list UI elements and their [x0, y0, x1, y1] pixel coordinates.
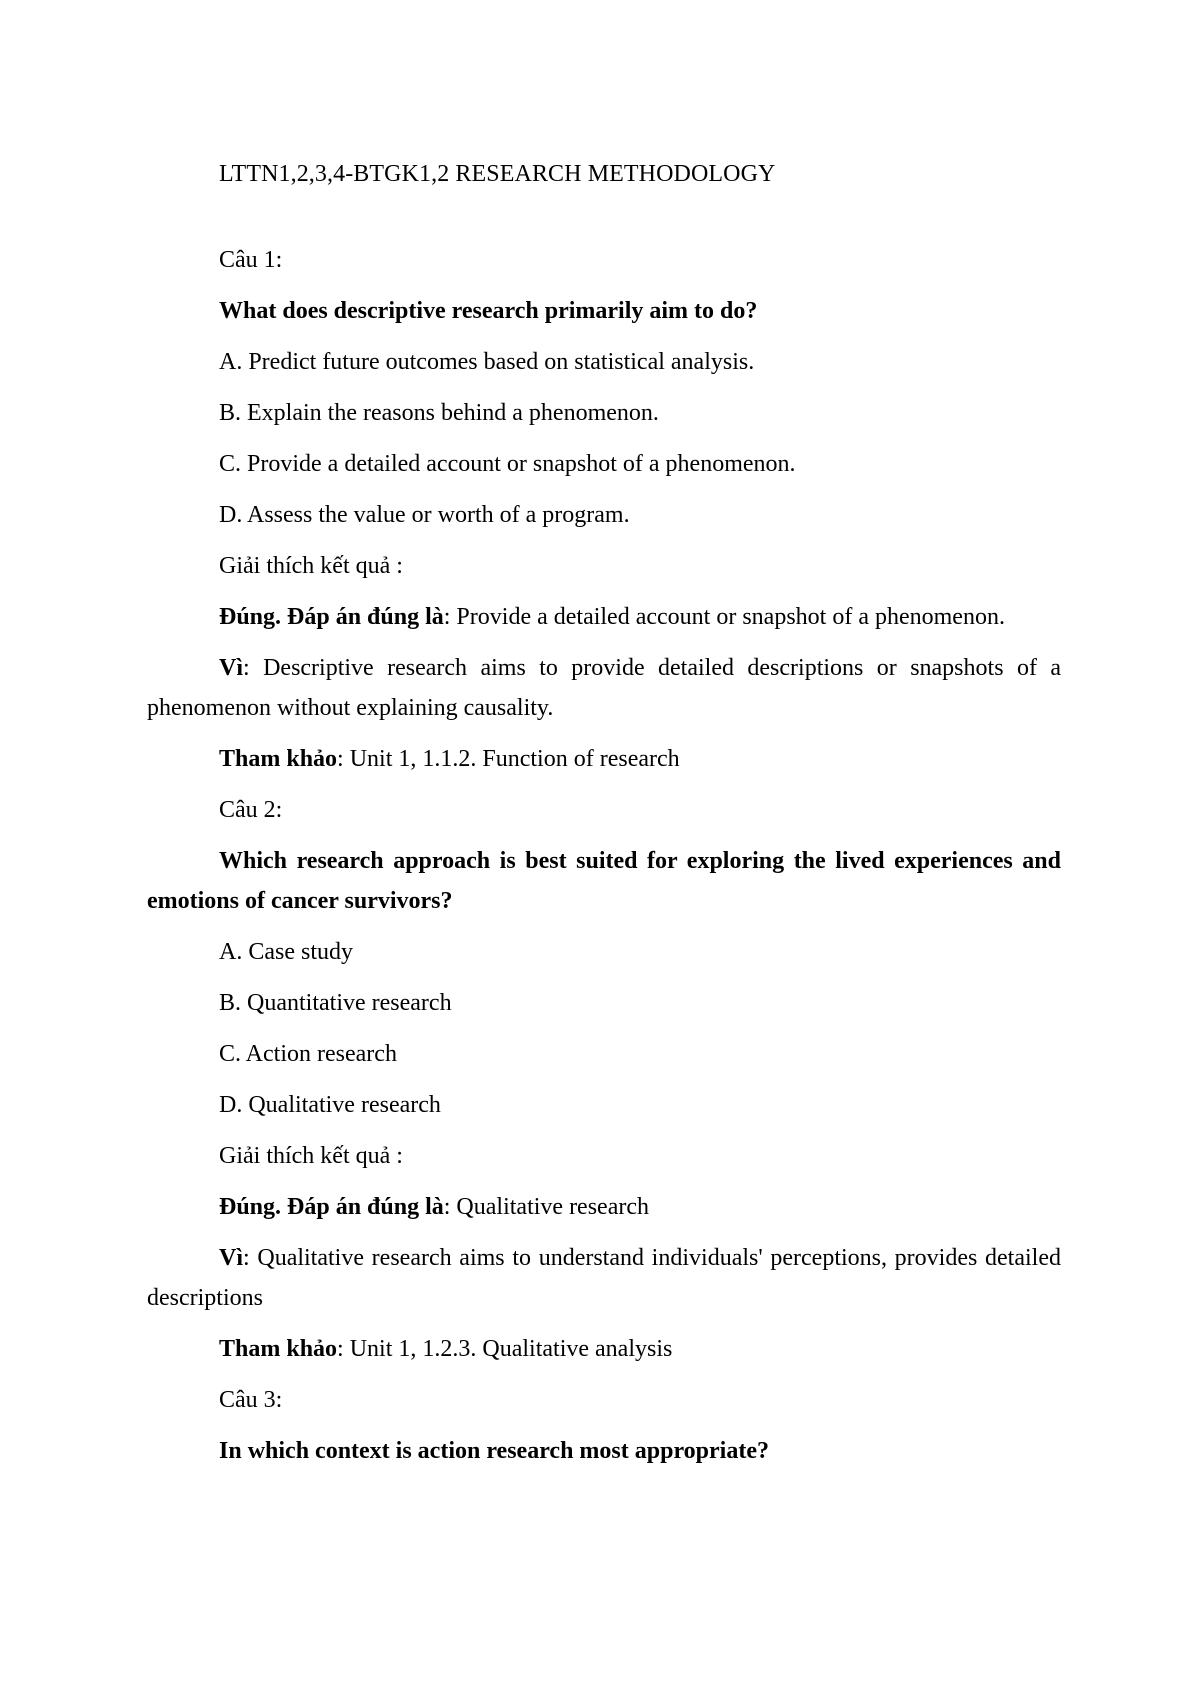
- question-text: Which research approach is best suited for exploring the lived experiences and emotions of cancer survivors?: [147, 848, 1061, 914]
- explanation-label: Giải thích kết quả :: [219, 1143, 403, 1169]
- reference: [147, 1329, 1061, 1369]
- correct-answer-text: : Provide a detailed account or snapshot of a phenomenon.: [443, 604, 1005, 630]
- question-text: What does descriptive research primarily aim to do?: [219, 298, 758, 324]
- option-d: D. Assess the value or worth of a program.: [219, 502, 630, 528]
- question-label: Câu 2:: [219, 797, 283, 823]
- document-title: LTTN1,2,3,4-BTGK1,2 RESEARCH METHODOLOGY: [219, 161, 776, 187]
- question-block-1: [147, 240, 1061, 779]
- question-label: Câu 3:: [219, 1387, 283, 1413]
- question-block-3: [147, 1380, 1061, 1471]
- reason-prefix: Vì: [219, 655, 243, 681]
- option-a: A. Case study: [219, 939, 353, 965]
- reference-text: : Unit 1, 1.1.2. Function of research: [337, 746, 680, 772]
- correct-answer-prefix: Đúng. Đáp án đúng là: [219, 604, 444, 630]
- correct-answer-text: : Qualitative research: [443, 1194, 649, 1220]
- option-d: D. Qualitative research: [219, 1092, 441, 1118]
- correct-answer-prefix: Đúng. Đáp án đúng là: [219, 1194, 444, 1220]
- reason: [147, 648, 1061, 728]
- question-label: Câu 1:: [219, 247, 283, 273]
- correct-answer: [147, 597, 1061, 637]
- question-text: In which context is action research most appropriate?: [219, 1438, 769, 1464]
- option-b: B. Explain the reasons behind a phenomenon.: [219, 400, 659, 426]
- reason-text: : Qualitative research aims to understand individuals' perceptions, provides detailed descriptions: [147, 1245, 1061, 1311]
- reference-text: : Unit 1, 1.2.3. Qualitative analysis: [337, 1336, 673, 1362]
- option-b: B. Quantitative research: [219, 990, 452, 1016]
- option-c: C. Provide a detailed account or snapshot of a phenomenon.: [219, 451, 796, 477]
- document-body: [147, 158, 1061, 1482]
- explanation-label: Giải thích kết quả :: [219, 553, 403, 579]
- reason-text: : Descriptive research aims to provide detailed descriptions or snapshots of a phenomenon without explaining causality.: [147, 655, 1061, 721]
- correct-answer: [147, 1187, 1061, 1227]
- option-c: C. Action research: [219, 1041, 397, 1067]
- option-a: A. Predict future outcomes based on statistical analysis.: [219, 349, 755, 375]
- reference-prefix: Tham khảo: [219, 746, 338, 772]
- reference-prefix: Tham khảo: [219, 1336, 338, 1362]
- reason-prefix: Vì: [219, 1245, 243, 1271]
- question-block-2: [147, 790, 1061, 1369]
- reason: [147, 1238, 1061, 1318]
- reference: [147, 739, 1061, 779]
